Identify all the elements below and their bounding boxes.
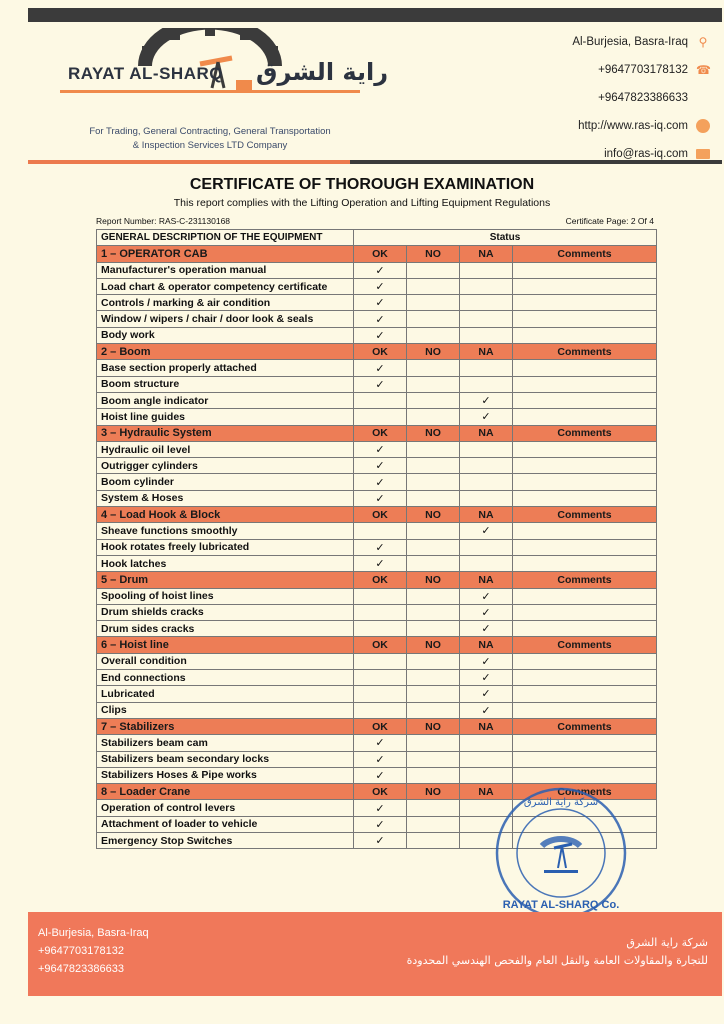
- report-number: Report Number: RAS-C-231130168: [96, 216, 231, 226]
- status-cell-ok: [354, 539, 407, 555]
- section-col-no: NO: [407, 425, 460, 441]
- check-mark-icon: ✓: [375, 444, 385, 456]
- comments-cell: [513, 474, 657, 490]
- check-mark-icon: ✓: [481, 623, 491, 636]
- section-header-row: [97, 572, 657, 588]
- status-cell-na: [460, 474, 513, 490]
- check-mark-icon: ✓: [375, 297, 385, 310]
- status-cell-na: [460, 327, 513, 343]
- table-row: [97, 295, 657, 311]
- table-header-row: [97, 230, 657, 246]
- status-cell-na: [460, 604, 513, 620]
- status-cell-no: [407, 376, 460, 392]
- status-cell-na: [460, 653, 513, 669]
- check-mark-icon: ✓: [481, 688, 491, 701]
- section-title: 4 – Load Hook & Block: [97, 507, 354, 523]
- comments-cell: [513, 588, 657, 604]
- status-cell-ok: [354, 816, 407, 832]
- item-label: Hook latches: [97, 555, 354, 571]
- check-mark-icon: ✓: [375, 818, 385, 831]
- item-label: Load chart & operator competency certificate: [97, 278, 354, 294]
- header-dark-bar: [28, 8, 722, 22]
- item-label: Outrigger cylinders: [97, 458, 354, 474]
- section-col-comments: Comments: [513, 637, 657, 653]
- comments-cell: [513, 735, 657, 751]
- status-cell-na: [460, 702, 513, 718]
- status-cell-ok: [354, 686, 407, 702]
- item-label: Spooling of hoist lines: [97, 588, 354, 604]
- check-mark-icon: ✓: [375, 492, 385, 505]
- table-row: [97, 474, 657, 490]
- inspection-table: [96, 229, 657, 849]
- table-row: [97, 751, 657, 767]
- check-mark-icon: ✓: [481, 395, 491, 408]
- contact-address: [470, 28, 710, 56]
- status-cell-no: [407, 523, 460, 539]
- table-row: [97, 686, 657, 702]
- section-col-ok: OK: [354, 246, 407, 262]
- section-col-comments: Comments: [513, 344, 657, 360]
- location-pin-icon: ⚲: [698, 35, 708, 49]
- status-cell-no: [407, 816, 460, 832]
- footer-phone2: +9647823386633: [38, 963, 124, 975]
- check-mark-icon: ✓: [481, 655, 491, 668]
- item-label: Emergency Stop Switches: [97, 832, 354, 848]
- section-title: 5 – Drum: [97, 572, 354, 588]
- check-mark-icon: ✓: [375, 769, 385, 782]
- status-cell-no: [407, 686, 460, 702]
- item-label: End connections: [97, 670, 354, 686]
- section-col-na: NA: [460, 572, 513, 588]
- comments-cell: [513, 686, 657, 702]
- header-status: Status: [354, 230, 657, 246]
- check-mark-icon: ✓: [375, 362, 385, 375]
- section-col-no: NO: [407, 344, 460, 360]
- section-col-comments: Comments: [513, 246, 657, 262]
- status-cell-ok: [354, 278, 407, 294]
- status-cell-ok: [354, 458, 407, 474]
- status-cell-ok: [354, 409, 407, 425]
- table-row: [97, 262, 657, 278]
- contact-phone1-text: +9647703178132: [598, 64, 688, 76]
- comments-cell: [513, 555, 657, 571]
- status-cell-no: [407, 360, 460, 376]
- section-col-no: NO: [407, 572, 460, 588]
- status-cell-ok: [354, 360, 407, 376]
- check-mark-icon: ✓: [375, 313, 385, 326]
- item-label: Overall condition: [97, 653, 354, 669]
- status-cell-ok: [354, 376, 407, 392]
- section-col-comments: Comments: [513, 507, 657, 523]
- table-row: [97, 588, 657, 604]
- item-label: Hoist line guides: [97, 409, 354, 425]
- item-label: Base section properly attached: [97, 360, 354, 376]
- tagline-line1: For Trading, General Contracting, General Transportation: [89, 126, 331, 137]
- item-label: Body work: [97, 327, 354, 343]
- status-cell-ok: [354, 702, 407, 718]
- table-row: [97, 360, 657, 376]
- table-row: [97, 376, 657, 392]
- company-tagline: [60, 125, 360, 153]
- section-header-row: [97, 637, 657, 653]
- table-row: [97, 621, 657, 637]
- status-cell-no: [407, 262, 460, 278]
- comments-cell: [513, 767, 657, 783]
- status-cell-ok: [354, 474, 407, 490]
- comments-cell: [513, 539, 657, 555]
- status-cell-na: [460, 686, 513, 702]
- status-cell-ok: [354, 555, 407, 571]
- comments-cell: [513, 360, 657, 376]
- status-cell-ok: [354, 327, 407, 343]
- item-label: Controls / marking & air condition: [97, 295, 354, 311]
- status-cell-no: [407, 767, 460, 783]
- check-mark-icon: ✓: [481, 704, 491, 717]
- status-cell-ok: [354, 392, 407, 408]
- check-mark-icon: ✓: [375, 558, 385, 571]
- status-cell-no: [407, 800, 460, 816]
- status-cell-ok: [354, 490, 407, 506]
- document-title: CERTIFICATE OF THOROUGH EXAMINATION: [189, 176, 535, 193]
- contact-website: [470, 112, 710, 140]
- status-cell-no: [407, 539, 460, 555]
- status-cell-no: [407, 751, 460, 767]
- item-label: Drum sides cracks: [97, 621, 354, 637]
- status-cell-na: [460, 621, 513, 637]
- globe-icon: [696, 119, 710, 133]
- status-cell-na: [460, 751, 513, 767]
- comments-cell: [513, 278, 657, 294]
- item-label: Drum shields cracks: [97, 604, 354, 620]
- check-mark-icon: ✓: [481, 672, 491, 685]
- check-mark-icon: ✓: [481, 411, 491, 424]
- status-cell-no: [407, 311, 460, 327]
- check-mark-icon: ✓: [375, 281, 385, 294]
- item-label: Boom cylinder: [97, 474, 354, 490]
- status-cell-na: [460, 376, 513, 392]
- contact-phone2: [470, 84, 710, 112]
- section-header-row: [97, 344, 657, 360]
- status-cell-na: [460, 441, 513, 457]
- section-col-no: NO: [407, 507, 460, 523]
- status-cell-na: [460, 767, 513, 783]
- contact-email-text[interactable]: info@ras-iq.com: [604, 148, 688, 160]
- item-label: Stabilizers beam secondary locks: [97, 751, 354, 767]
- section-title: 8 – Loader Crane: [97, 784, 354, 800]
- status-cell-no: [407, 588, 460, 604]
- comments-cell: [513, 295, 657, 311]
- item-label: Clips: [97, 702, 354, 718]
- comments-cell: [513, 311, 657, 327]
- section-title: 3 – Hydraulic System: [97, 425, 354, 441]
- status-cell-ok: [354, 441, 407, 457]
- table-row: [97, 409, 657, 425]
- footer-bar: [28, 912, 722, 996]
- section-col-na: NA: [460, 784, 513, 800]
- status-cell-ok: [354, 523, 407, 539]
- table-row: [97, 555, 657, 571]
- table-row: [97, 702, 657, 718]
- status-cell-no: [407, 441, 460, 457]
- item-label: Boom angle indicator: [97, 392, 354, 408]
- status-cell-no: [407, 670, 460, 686]
- status-cell-na: [460, 490, 513, 506]
- section-col-no: NO: [407, 718, 460, 734]
- table-row: [97, 311, 657, 327]
- status-cell-ok: [354, 767, 407, 783]
- status-cell-ok: [354, 311, 407, 327]
- table-row: [97, 735, 657, 751]
- contact-phone2-text: +9647823386633: [598, 92, 688, 104]
- comments-cell: [513, 523, 657, 539]
- section-header-row: [97, 246, 657, 262]
- status-cell-ok: [354, 621, 407, 637]
- status-cell-no: [407, 490, 460, 506]
- status-cell-no: [407, 392, 460, 408]
- comments-cell: [513, 409, 657, 425]
- status-cell-no: [407, 295, 460, 311]
- comments-cell: [513, 262, 657, 278]
- tagline-line2: & Inspection Services LTD Company: [132, 140, 288, 151]
- company-name-ar: راية الشرق: [256, 58, 389, 86]
- section-col-comments: Comments: [513, 718, 657, 734]
- status-cell-ok: [354, 588, 407, 604]
- status-cell-no: [407, 702, 460, 718]
- status-cell-na: [460, 588, 513, 604]
- check-mark-icon: ✓: [481, 590, 491, 603]
- footer-arabic: [407, 934, 708, 970]
- footer-address: Al-Burjesia, Basra-Iraq: [38, 927, 149, 939]
- section-col-comments: Comments: [513, 572, 657, 588]
- status-cell-ok: [354, 262, 407, 278]
- certificate-page-number: Certificate Page: 2 Of 4: [565, 216, 654, 226]
- item-label: Attachment of loader to vehicle: [97, 816, 354, 832]
- table-row: [97, 441, 657, 457]
- comments-cell: [513, 327, 657, 343]
- item-label: Stabilizers Hoses & Pipe works: [97, 767, 354, 783]
- check-mark-icon: ✓: [375, 753, 385, 766]
- section-col-na: NA: [460, 246, 513, 262]
- footer-contact: [38, 924, 149, 978]
- check-mark-icon: ✓: [481, 525, 491, 538]
- comments-cell: [513, 751, 657, 767]
- comments-cell: [513, 621, 657, 637]
- status-cell-no: [407, 621, 460, 637]
- status-cell-na: [460, 539, 513, 555]
- comments-cell: [513, 376, 657, 392]
- stamp-text-ar: شركة راية الشرق: [523, 797, 599, 808]
- footer-phone1: +9647703178132: [38, 945, 124, 957]
- check-mark-icon: ✓: [375, 476, 385, 489]
- status-cell-no: [407, 604, 460, 620]
- status-cell-ok: [354, 800, 407, 816]
- status-cell-na: [460, 555, 513, 571]
- section-col-na: NA: [460, 637, 513, 653]
- company-stamp: [494, 786, 628, 920]
- section-col-comments: Comments: [513, 425, 657, 441]
- item-label: Hydraulic oil level: [97, 441, 354, 457]
- section-col-ok: OK: [354, 572, 407, 588]
- item-label: Manufacturer's operation manual: [97, 262, 354, 278]
- check-mark-icon: ✓: [375, 541, 385, 554]
- comments-cell: [513, 458, 657, 474]
- table-row: [97, 392, 657, 408]
- company-name-en: RAYAT AL-SHARQ: [68, 64, 223, 83]
- footer-ar-line1: شركة راية الشرق: [626, 936, 708, 949]
- status-cell-na: [460, 409, 513, 425]
- status-cell-na: [460, 278, 513, 294]
- status-cell-ok: [354, 604, 407, 620]
- status-cell-ok: [354, 735, 407, 751]
- status-cell-na: [460, 295, 513, 311]
- table-row: [97, 670, 657, 686]
- table-row: [97, 539, 657, 555]
- status-cell-no: [407, 458, 460, 474]
- section-header-row: [97, 507, 657, 523]
- comments-cell: [513, 490, 657, 506]
- comments-cell: [513, 441, 657, 457]
- section-title: 1 – OPERATOR CAB: [97, 246, 354, 262]
- phone-icon: ☎: [696, 63, 711, 77]
- status-cell-na: [460, 735, 513, 751]
- status-cell-ok: [354, 751, 407, 767]
- comments-cell: [513, 604, 657, 620]
- item-label: System & Hoses: [97, 490, 354, 506]
- section-col-no: NO: [407, 784, 460, 800]
- status-cell-no: [407, 832, 460, 848]
- status-cell-na: [460, 458, 513, 474]
- contact-website-text[interactable]: http://www.ras-iq.com: [578, 120, 688, 132]
- contact-phone1: [470, 56, 710, 84]
- section-col-na: NA: [460, 425, 513, 441]
- table-row: [97, 490, 657, 506]
- table-row: [97, 523, 657, 539]
- check-mark-icon: ✓: [375, 835, 385, 848]
- section-col-no: NO: [407, 637, 460, 653]
- check-mark-icon: ✓: [375, 737, 385, 750]
- status-cell-ok: [354, 295, 407, 311]
- status-cell-no: [407, 555, 460, 571]
- section-header-row: [97, 718, 657, 734]
- item-label: Hook rotates freely lubricated: [97, 539, 354, 555]
- section-title: 7 – Stabilizers: [97, 718, 354, 734]
- item-label: Stabilizers beam cam: [97, 735, 354, 751]
- status-cell-na: [460, 392, 513, 408]
- item-label: Window / wipers / chair / door look & seals: [97, 311, 354, 327]
- section-col-ok: OK: [354, 507, 407, 523]
- status-cell-no: [407, 474, 460, 490]
- comments-cell: [513, 392, 657, 408]
- section-title: 2 – Boom: [97, 344, 354, 360]
- section-col-na: NA: [460, 507, 513, 523]
- item-label: Lubricated: [97, 686, 354, 702]
- section-col-no: NO: [407, 246, 460, 262]
- table-row: [97, 604, 657, 620]
- status-cell-na: [460, 311, 513, 327]
- section-col-ok: OK: [354, 637, 407, 653]
- status-cell-no: [407, 735, 460, 751]
- status-cell-no: [407, 327, 460, 343]
- status-cell-no: [407, 653, 460, 669]
- status-cell-ok: [354, 670, 407, 686]
- check-mark-icon: ✓: [375, 329, 385, 342]
- item-label: Sheave functions smoothly: [97, 523, 354, 539]
- check-mark-icon: ✓: [375, 378, 385, 391]
- table-row: [97, 653, 657, 669]
- check-mark-icon: ✓: [375, 264, 385, 277]
- section-header-row: [97, 425, 657, 441]
- item-label: Operation of control levers: [97, 800, 354, 816]
- contact-block: [470, 28, 710, 168]
- table-row: [97, 327, 657, 343]
- section-col-na: NA: [460, 344, 513, 360]
- table-row: [97, 767, 657, 783]
- section-col-ok: OK: [354, 344, 407, 360]
- table-row: [97, 458, 657, 474]
- footer-ar-line2: للتجارة والمقاولات العامة والنقل العام والفحص الهندسي المحدودة: [406, 954, 708, 967]
- status-cell-no: [407, 409, 460, 425]
- item-label: Boom structure: [97, 376, 354, 392]
- mail-icon: [696, 149, 710, 159]
- section-col-ok: OK: [354, 718, 407, 734]
- comments-cell: [513, 653, 657, 669]
- status-cell-na: [460, 670, 513, 686]
- table-row: [97, 278, 657, 294]
- section-col-ok: OK: [354, 784, 407, 800]
- contact-address-text: Al-Burjesia, Basra-Iraq: [572, 36, 688, 48]
- check-mark-icon: ✓: [375, 460, 385, 473]
- status-cell-na: [460, 360, 513, 376]
- header-separator-dark: [350, 160, 722, 164]
- comments-cell: [513, 702, 657, 718]
- section-col-ok: OK: [354, 425, 407, 441]
- status-cell-ok: [354, 653, 407, 669]
- status-cell-ok: [354, 832, 407, 848]
- section-col-comments: Comments: [513, 784, 657, 800]
- check-mark-icon: ✓: [375, 802, 385, 815]
- comments-cell: [513, 670, 657, 686]
- check-mark-icon: ✓: [481, 606, 491, 619]
- section-title: 6 – Hoist line: [97, 637, 354, 653]
- document-subtitle: This report complies with the Lifting Operation and Lifting Equipment Regulations: [173, 197, 551, 209]
- status-cell-na: [460, 523, 513, 539]
- header-description: GENERAL DESCRIPTION OF THE EQUIPMENT: [97, 230, 354, 246]
- header-separator-orange: [28, 160, 350, 164]
- stamp-text-en: RAYAT AL-SHARQ Co.: [502, 899, 620, 911]
- section-col-na: NA: [460, 718, 513, 734]
- status-cell-na: [460, 262, 513, 278]
- status-cell-no: [407, 278, 460, 294]
